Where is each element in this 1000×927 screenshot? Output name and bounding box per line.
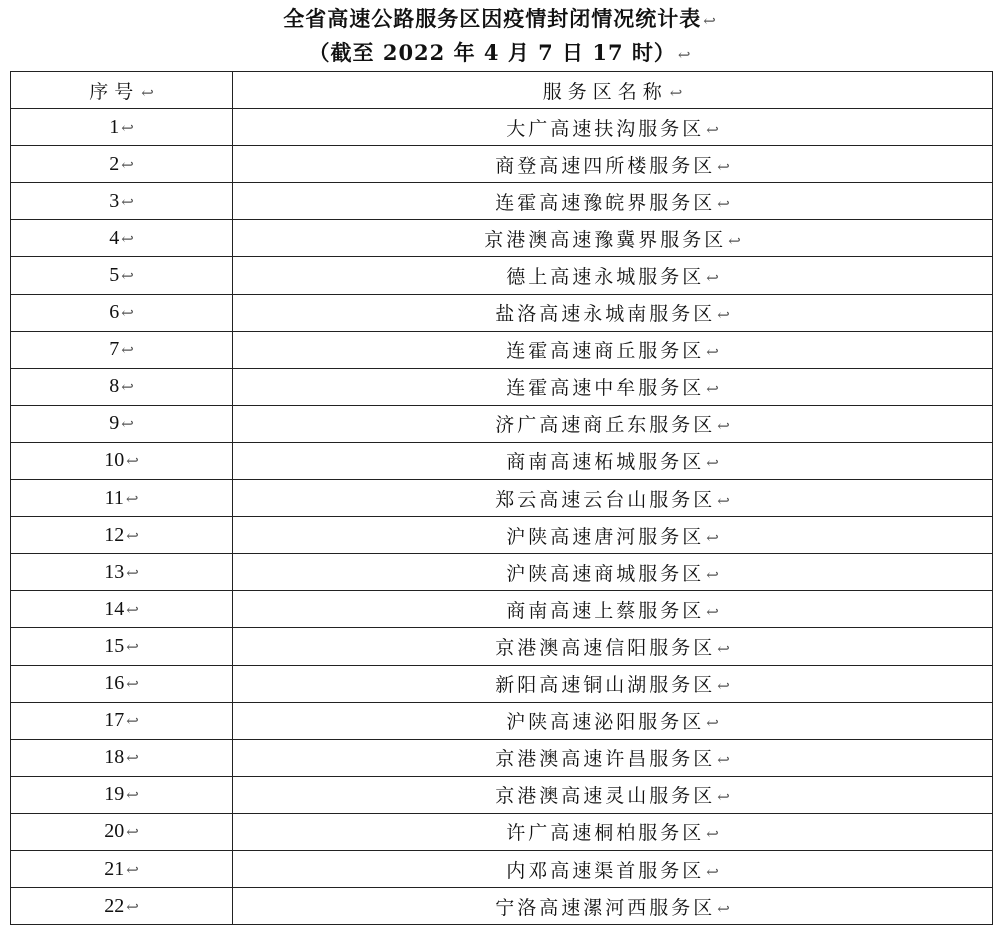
paragraph-mark-icon: ↩ [121,229,134,248]
service-area-name-cell [233,109,993,146]
paragraph-mark-icon: ↩ [121,304,134,323]
row-number: 17 [104,709,125,732]
paragraph-mark-icon: ↩ [126,675,139,694]
row-number-cell [11,220,233,257]
service-area-table [10,71,993,925]
service-area-name: 济广高速商丘东服务区 [495,414,716,437]
row-number-cell [11,294,233,331]
row-number: 15 [104,634,125,657]
table-row [11,480,993,517]
table-row [11,665,993,702]
row-number: 21 [104,857,125,880]
header-cell-name [233,72,993,109]
row-number: 5 [109,264,120,287]
row-number: 2 [109,152,120,175]
paragraph-mark-icon: ↩ [706,602,719,621]
paragraph-mark-icon: ↩ [717,677,730,696]
row-number-cell [11,517,233,554]
service-area-name-cell [233,850,993,887]
document-title [0,4,1000,34]
paragraph-mark-icon: ↩ [717,639,730,658]
row-number-cell [11,257,233,294]
row-number: 14 [104,597,125,620]
paragraph-mark-icon: ↩ [126,712,139,731]
row-number: 3 [109,189,120,212]
table-row [11,591,993,628]
paragraph-mark-icon: ↩ [677,46,692,64]
row-number: 19 [104,783,125,806]
row-number: 8 [109,375,120,398]
table-row [11,813,993,850]
row-number: 12 [104,523,125,546]
table-row [11,517,993,554]
row-number-cell [11,665,233,702]
service-area-name-cell [233,480,993,517]
row-number: 16 [104,672,125,695]
service-area-name: 沪陕高速泌阳服务区 [506,711,705,734]
table-row [11,628,993,665]
row-number-cell [11,183,233,220]
table-row [11,739,993,776]
service-area-name-cell [233,146,993,183]
service-area-name-cell [233,702,993,739]
row-number-cell [11,702,233,739]
service-area-name: 郑云高速云台山服务区 [495,488,716,511]
table-body [11,72,993,925]
row-number-cell [11,109,233,146]
paragraph-mark-icon: ↩ [706,380,719,399]
service-area-name-cell [233,628,993,665]
table-row [11,442,993,479]
service-area-name: 新阳高速铜山湖服务区 [495,674,716,697]
table-row [11,368,993,405]
paragraph-mark-icon: ↩ [706,565,719,584]
row-number-cell [11,368,233,405]
table-row [11,109,993,146]
paragraph-mark-icon: ↩ [126,563,139,582]
paragraph-mark-icon: ↩ [125,489,139,508]
paragraph-mark-icon: ↩ [717,751,730,770]
service-area-name-cell [233,183,993,220]
row-number: 11 [104,486,124,509]
service-area-name-cell [233,220,993,257]
service-area-name: 京港澳高速豫冀界服务区 [484,228,727,251]
header-name-text: 服务区名称 [542,80,668,103]
table-row [11,183,993,220]
service-area-name-cell [233,368,993,405]
row-number: 7 [109,338,120,361]
row-number: 18 [104,746,125,769]
service-area-name: 京港澳高速信阳服务区 [495,636,716,659]
service-area-name: 连霍高速豫皖界服务区 [495,191,716,214]
row-number-cell [11,480,233,517]
paragraph-mark-icon: ↩ [703,12,717,30]
paragraph-mark-icon: ↩ [126,526,139,545]
paragraph-mark-icon: ↩ [717,491,730,510]
paragraph-mark-icon: ↩ [121,155,134,174]
row-number-cell [11,146,233,183]
paragraph-mark-icon: ↩ [706,862,719,881]
paragraph-mark-icon: ↩ [126,452,139,471]
service-area-name: 连霍高速中牟服务区 [506,377,705,400]
paragraph-mark-icon: ↩ [717,788,730,807]
service-area-name: 京港澳高速许昌服务区 [495,748,716,771]
paragraph-mark-icon: ↩ [141,83,154,102]
service-area-name: 大广高速扶沟服务区 [506,117,705,140]
service-area-name: 京港澳高速灵山服务区 [495,785,716,808]
row-number-cell [11,554,233,591]
service-area-name: 商南高速柘城服务区 [506,451,705,474]
table-row [11,554,993,591]
service-area-name: 沪陕高速商城服务区 [506,562,705,585]
document-title-text: 全省高速公路服务区因疫情封闭情况统计表 [283,6,702,31]
paragraph-mark-icon: ↩ [126,860,139,879]
paragraph-mark-icon: ↩ [126,897,139,916]
service-area-name: 许广高速桐柏服务区 [506,822,705,845]
row-number: 6 [109,301,120,324]
document-subtitle-text: （截至 2022 年 4 月 7 日 17 时） [308,40,676,65]
paragraph-mark-icon: ↩ [706,343,719,362]
service-area-name: 连霍高速商丘服务区 [506,340,705,363]
paragraph-mark-icon: ↩ [706,528,719,547]
service-area-name: 德上高速永城服务区 [506,266,705,289]
table-row [11,146,993,183]
paragraph-mark-icon: ↩ [706,714,719,733]
service-area-name: 沪陕高速唐河服务区 [506,525,705,548]
paragraph-mark-icon: ↩ [121,192,134,211]
paragraph-mark-icon: ↩ [126,600,139,619]
service-area-name: 商登高速四所楼服务区 [495,154,716,177]
row-number-cell [11,850,233,887]
paragraph-mark-icon: ↩ [121,378,134,397]
paragraph-mark-icon: ↩ [717,417,730,436]
row-number: 9 [109,412,120,435]
row-number: 1 [109,115,120,138]
row-number: 10 [104,449,125,472]
row-number: 20 [104,820,125,843]
header-number-text: 序号 [89,80,140,103]
row-number: 22 [104,894,125,917]
service-area-name: 宁洛高速漯河西服务区 [495,896,716,919]
paragraph-mark-icon: ↩ [669,83,683,102]
row-number-cell [11,591,233,628]
service-area-name-cell [233,665,993,702]
row-number-cell [11,813,233,850]
table-row [11,850,993,887]
table-row [11,888,993,925]
paragraph-mark-icon: ↩ [126,637,139,656]
service-area-name-cell [233,405,993,442]
paragraph-mark-icon: ↩ [706,269,719,288]
paragraph-mark-icon: ↩ [706,120,719,139]
service-area-name-cell [233,888,993,925]
paragraph-mark-icon: ↩ [717,306,730,325]
service-area-name-cell [233,591,993,628]
paragraph-mark-icon: ↩ [126,749,139,768]
paragraph-mark-icon: ↩ [121,118,134,137]
paragraph-mark-icon: ↩ [121,415,134,434]
table-row [11,702,993,739]
table-header-row [11,72,993,109]
paragraph-mark-icon: ↩ [706,454,719,473]
row-number-cell [11,739,233,776]
paragraph-mark-icon: ↩ [728,231,741,250]
service-area-name: 内邓高速渠首服务区 [506,859,705,882]
service-area-name-cell [233,442,993,479]
service-area-name-cell [233,294,993,331]
row-number-cell [11,442,233,479]
paragraph-mark-icon: ↩ [126,786,139,805]
service-area-name-cell [233,554,993,591]
paragraph-mark-icon: ↩ [706,825,719,844]
row-number: 4 [109,226,120,249]
table-row [11,220,993,257]
service-area-name: 盐洛高速永城南服务区 [495,303,716,326]
table-row [11,294,993,331]
row-number-cell [11,888,233,925]
paragraph-mark-icon: ↩ [717,899,730,918]
row-number-cell [11,628,233,665]
paragraph-mark-icon: ↩ [717,157,730,176]
row-number-cell [11,331,233,368]
service-area-name: 商南高速上蔡服务区 [506,599,705,622]
table-row [11,776,993,813]
service-area-name-cell [233,739,993,776]
paragraph-mark-icon: ↩ [717,194,730,213]
row-number-cell [11,405,233,442]
paragraph-mark-icon: ↩ [121,341,134,360]
header-cell-number [11,72,233,109]
paragraph-mark-icon: ↩ [126,823,139,842]
row-number-cell [11,776,233,813]
document-subtitle [0,38,1000,68]
service-area-name-cell [233,813,993,850]
service-area-name-cell [233,517,993,554]
service-area-name-cell [233,257,993,294]
row-number: 13 [104,560,125,583]
table-row [11,405,993,442]
paragraph-mark-icon: ↩ [121,267,134,286]
table-row [11,257,993,294]
service-area-name-cell [233,331,993,368]
service-area-name-cell [233,776,993,813]
table-row [11,331,993,368]
